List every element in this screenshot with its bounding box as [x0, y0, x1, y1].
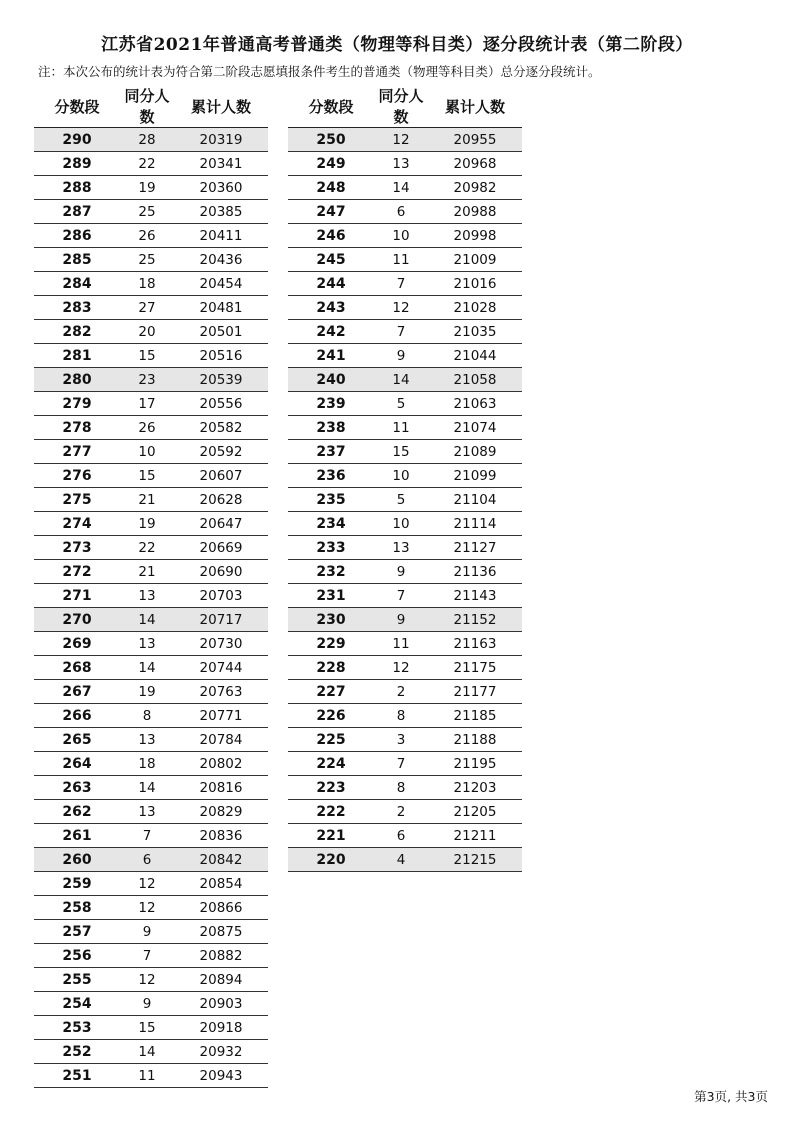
score-cell: 224	[288, 752, 374, 776]
cumulative-count-cell: 20829	[174, 800, 268, 824]
table-row	[288, 560, 522, 584]
score-cell: 221	[288, 824, 374, 848]
table-row	[34, 320, 268, 344]
same-score-count-cell: 19	[120, 680, 174, 704]
same-score-count-cell: 9	[374, 344, 428, 368]
same-score-count-cell: 15	[120, 1016, 174, 1040]
cumulative-count-cell: 21044	[428, 344, 522, 368]
score-cell: 264	[34, 752, 120, 776]
same-score-count-cell: 4	[374, 848, 428, 872]
score-cell: 256	[34, 944, 120, 968]
score-cell: 233	[288, 536, 374, 560]
score-cell: 273	[34, 536, 120, 560]
cumulative-count-cell: 20454	[174, 272, 268, 296]
score-cell: 235	[288, 488, 374, 512]
table-row	[288, 848, 522, 872]
score-cell: 288	[34, 176, 120, 200]
score-cell: 244	[288, 272, 374, 296]
score-cell: 250	[288, 128, 374, 152]
score-cell: 247	[288, 200, 374, 224]
cumulative-count-cell: 20894	[174, 968, 268, 992]
cumulative-count-cell: 21163	[428, 632, 522, 656]
table-row	[34, 776, 268, 800]
cumulative-count-cell: 20628	[174, 488, 268, 512]
same-score-count-cell: 13	[120, 584, 174, 608]
table-row	[288, 752, 522, 776]
same-score-count-cell: 10	[374, 512, 428, 536]
same-score-count-cell: 21	[120, 488, 174, 512]
table-row	[288, 200, 522, 224]
cumulative-count-cell: 20703	[174, 584, 268, 608]
table-row	[288, 416, 522, 440]
same-score-count-cell: 14	[120, 776, 174, 800]
score-table-right	[288, 85, 522, 872]
same-score-count-cell: 9	[374, 608, 428, 632]
same-score-count-cell: 7	[374, 584, 428, 608]
score-cell: 272	[34, 560, 120, 584]
score-cell: 246	[288, 224, 374, 248]
table-row	[34, 800, 268, 824]
cumulative-count-cell: 20516	[174, 344, 268, 368]
score-cell: 281	[34, 344, 120, 368]
table-row	[34, 704, 268, 728]
table-row	[34, 680, 268, 704]
cumulative-count-cell: 20385	[174, 200, 268, 224]
cumulative-count-cell: 20968	[428, 152, 522, 176]
cumulative-count-cell: 20771	[174, 704, 268, 728]
score-cell: 245	[288, 248, 374, 272]
same-score-count-cell: 3	[374, 728, 428, 752]
score-cell: 251	[34, 1064, 120, 1088]
score-cell: 229	[288, 632, 374, 656]
cumulative-count-cell: 20690	[174, 560, 268, 584]
same-score-count-cell: 5	[374, 488, 428, 512]
score-cell: 287	[34, 200, 120, 224]
score-cell: 249	[288, 152, 374, 176]
table-row	[288, 584, 522, 608]
table-row	[34, 272, 268, 296]
score-cell: 286	[34, 224, 120, 248]
cumulative-count-cell: 20341	[174, 152, 268, 176]
table-row	[34, 392, 268, 416]
same-score-count-cell: 12	[374, 128, 428, 152]
header-same-score-count: 同分人数	[378, 87, 424, 126]
same-score-count-cell: 14	[120, 656, 174, 680]
same-score-count-cell: 11	[120, 1064, 174, 1088]
same-score-count-cell: 7	[120, 944, 174, 968]
score-cell: 284	[34, 272, 120, 296]
table-row	[34, 752, 268, 776]
cumulative-count-cell: 21104	[428, 488, 522, 512]
cumulative-count-cell: 20998	[428, 224, 522, 248]
table-row	[34, 656, 268, 680]
table-row	[34, 152, 268, 176]
same-score-count-cell: 27	[120, 296, 174, 320]
page-title: 江苏省2021年普通高考普通类（物理等科目类）逐分段统计表（第二阶段）	[101, 35, 693, 55]
table-row	[34, 512, 268, 536]
score-cell: 289	[34, 152, 120, 176]
score-cell: 263	[34, 776, 120, 800]
table-row	[288, 344, 522, 368]
same-score-count-cell: 14	[374, 368, 428, 392]
cumulative-count-cell: 20436	[174, 248, 268, 272]
score-cell: 227	[288, 680, 374, 704]
score-cell: 238	[288, 416, 374, 440]
score-cell: 261	[34, 824, 120, 848]
cumulative-count-cell: 21195	[428, 752, 522, 776]
score-cell: 283	[34, 296, 120, 320]
score-cell: 239	[288, 392, 374, 416]
table-row	[288, 776, 522, 800]
same-score-count-cell: 5	[374, 392, 428, 416]
header-score-range: 分数段	[54, 97, 100, 116]
same-score-count-cell: 11	[374, 416, 428, 440]
table-row	[34, 560, 268, 584]
score-cell: 266	[34, 704, 120, 728]
cumulative-count-cell: 20836	[174, 824, 268, 848]
same-score-count-cell: 7	[374, 752, 428, 776]
cumulative-count-cell: 20988	[428, 200, 522, 224]
table-note: 注：本次公布的统计表为符合第二阶段志愿填报条件考生的普通类（物理等科目类）总分逐分段统计。	[38, 64, 601, 79]
same-score-count-cell: 12	[374, 296, 428, 320]
same-score-count-cell: 21	[120, 560, 174, 584]
cumulative-count-cell: 20669	[174, 536, 268, 560]
same-score-count-cell: 15	[374, 440, 428, 464]
cumulative-count-cell: 20501	[174, 320, 268, 344]
cumulative-count-cell: 21035	[428, 320, 522, 344]
cumulative-count-cell: 21185	[428, 704, 522, 728]
cumulative-count-cell: 21114	[428, 512, 522, 536]
same-score-count-cell: 8	[120, 704, 174, 728]
same-score-count-cell: 12	[120, 896, 174, 920]
cumulative-count-cell: 21205	[428, 800, 522, 824]
score-cell: 225	[288, 728, 374, 752]
same-score-count-cell: 20	[120, 320, 174, 344]
header-cumulative-count: 累计人数	[190, 97, 251, 116]
cumulative-count-cell: 21177	[428, 680, 522, 704]
same-score-count-cell: 17	[120, 392, 174, 416]
score-cell: 234	[288, 512, 374, 536]
cumulative-count-cell: 20842	[174, 848, 268, 872]
score-cell: 285	[34, 248, 120, 272]
same-score-count-cell: 10	[374, 224, 428, 248]
table-row	[288, 464, 522, 488]
score-cell: 265	[34, 728, 120, 752]
cumulative-count-cell: 21063	[428, 392, 522, 416]
table-header-row	[34, 85, 268, 128]
cumulative-count-cell: 21016	[428, 272, 522, 296]
same-score-count-cell: 19	[120, 176, 174, 200]
same-score-count-cell: 9	[374, 560, 428, 584]
same-score-count-cell: 11	[374, 632, 428, 656]
same-score-count-cell: 26	[120, 416, 174, 440]
same-score-count-cell: 7	[374, 320, 428, 344]
table-row	[34, 632, 268, 656]
same-score-count-cell: 10	[374, 464, 428, 488]
cumulative-count-cell: 20982	[428, 176, 522, 200]
table-row	[34, 440, 268, 464]
same-score-count-cell: 12	[120, 968, 174, 992]
score-cell: 277	[34, 440, 120, 464]
score-cell: 255	[34, 968, 120, 992]
score-cell: 257	[34, 920, 120, 944]
table-row	[288, 800, 522, 824]
table-row	[34, 296, 268, 320]
cumulative-count-cell: 20784	[174, 728, 268, 752]
cumulative-count-cell: 21188	[428, 728, 522, 752]
score-cell: 267	[34, 680, 120, 704]
table-row	[288, 512, 522, 536]
table-row	[34, 488, 268, 512]
score-cell: 222	[288, 800, 374, 824]
table-row	[288, 536, 522, 560]
same-score-count-cell: 9	[120, 992, 174, 1016]
cumulative-count-cell: 21009	[428, 248, 522, 272]
cumulative-count-cell: 20592	[174, 440, 268, 464]
same-score-count-cell: 23	[120, 368, 174, 392]
table-row	[34, 344, 268, 368]
table-row	[34, 920, 268, 944]
score-cell: 275	[34, 488, 120, 512]
table-row	[288, 680, 522, 704]
score-cell: 262	[34, 800, 120, 824]
table-row	[34, 848, 268, 872]
table-row	[34, 968, 268, 992]
table-row	[34, 536, 268, 560]
cumulative-count-cell: 21099	[428, 464, 522, 488]
header-same-score-count: 同分人数	[124, 87, 170, 126]
score-table-left	[34, 85, 268, 1088]
same-score-count-cell: 2	[374, 680, 428, 704]
cumulative-count-cell: 20411	[174, 224, 268, 248]
table-row	[288, 824, 522, 848]
same-score-count-cell: 6	[120, 848, 174, 872]
same-score-count-cell: 22	[120, 536, 174, 560]
cumulative-count-cell: 21074	[428, 416, 522, 440]
cumulative-count-cell: 21058	[428, 368, 522, 392]
same-score-count-cell: 14	[374, 176, 428, 200]
table-row	[288, 272, 522, 296]
same-score-count-cell: 18	[120, 752, 174, 776]
table-row	[288, 440, 522, 464]
same-score-count-cell: 14	[120, 1040, 174, 1064]
table-row	[34, 200, 268, 224]
same-score-count-cell: 13	[120, 800, 174, 824]
table-header-row	[288, 85, 522, 128]
score-cell: 270	[34, 608, 120, 632]
same-score-count-cell: 6	[374, 824, 428, 848]
table-row	[288, 704, 522, 728]
score-cell: 259	[34, 872, 120, 896]
score-cell: 232	[288, 560, 374, 584]
table-row	[34, 992, 268, 1016]
same-score-count-cell: 10	[120, 440, 174, 464]
cumulative-count-cell: 21028	[428, 296, 522, 320]
table-row	[34, 368, 268, 392]
cumulative-count-cell: 20918	[174, 1016, 268, 1040]
cumulative-count-cell: 20607	[174, 464, 268, 488]
score-cell: 236	[288, 464, 374, 488]
table-row	[34, 464, 268, 488]
table-row	[288, 608, 522, 632]
score-cell: 269	[34, 632, 120, 656]
score-cell: 231	[288, 584, 374, 608]
cumulative-count-cell: 20763	[174, 680, 268, 704]
cumulative-count-cell: 21143	[428, 584, 522, 608]
table-row	[288, 488, 522, 512]
score-cell: 248	[288, 176, 374, 200]
same-score-count-cell: 9	[120, 920, 174, 944]
table-row	[34, 896, 268, 920]
same-score-count-cell: 7	[120, 824, 174, 848]
table-row	[288, 224, 522, 248]
score-cell: 223	[288, 776, 374, 800]
score-cell: 271	[34, 584, 120, 608]
cumulative-count-cell: 20556	[174, 392, 268, 416]
score-cell: 228	[288, 656, 374, 680]
same-score-count-cell: 6	[374, 200, 428, 224]
score-cell: 258	[34, 896, 120, 920]
cumulative-count-cell: 20717	[174, 608, 268, 632]
score-cell: 274	[34, 512, 120, 536]
score-cell: 230	[288, 608, 374, 632]
table-row	[34, 248, 268, 272]
cumulative-count-cell: 21136	[428, 560, 522, 584]
cumulative-count-cell: 21203	[428, 776, 522, 800]
score-cell: 278	[34, 416, 120, 440]
score-cell: 242	[288, 320, 374, 344]
same-score-count-cell: 25	[120, 200, 174, 224]
same-score-count-cell: 8	[374, 704, 428, 728]
cumulative-count-cell: 20854	[174, 872, 268, 896]
score-cell: 280	[34, 368, 120, 392]
same-score-count-cell: 25	[120, 248, 174, 272]
table-row	[34, 1064, 268, 1088]
same-score-count-cell: 13	[120, 728, 174, 752]
same-score-count-cell: 28	[120, 128, 174, 152]
score-cell: 268	[34, 656, 120, 680]
table-row	[288, 320, 522, 344]
score-cell: 279	[34, 392, 120, 416]
score-cell: 252	[34, 1040, 120, 1064]
cumulative-count-cell: 21127	[428, 536, 522, 560]
same-score-count-cell: 11	[374, 248, 428, 272]
score-cell: 276	[34, 464, 120, 488]
table-row	[288, 392, 522, 416]
cumulative-count-cell: 21152	[428, 608, 522, 632]
score-cell: 253	[34, 1016, 120, 1040]
cumulative-count-cell: 20943	[174, 1064, 268, 1088]
same-score-count-cell: 2	[374, 800, 428, 824]
same-score-count-cell: 14	[120, 608, 174, 632]
table-row	[34, 584, 268, 608]
table-row	[34, 224, 268, 248]
same-score-count-cell: 12	[374, 656, 428, 680]
table-row	[288, 368, 522, 392]
cumulative-count-cell: 20319	[174, 128, 268, 152]
cumulative-count-cell: 20866	[174, 896, 268, 920]
cumulative-count-cell: 21175	[428, 656, 522, 680]
cumulative-count-cell: 20360	[174, 176, 268, 200]
table-row	[34, 944, 268, 968]
score-cell: 254	[34, 992, 120, 1016]
score-cell: 240	[288, 368, 374, 392]
cumulative-count-cell: 20539	[174, 368, 268, 392]
cumulative-count-cell: 21089	[428, 440, 522, 464]
table-row	[288, 248, 522, 272]
score-cell: 260	[34, 848, 120, 872]
cumulative-count-cell: 20903	[174, 992, 268, 1016]
table-row	[288, 128, 522, 152]
same-score-count-cell: 22	[120, 152, 174, 176]
table-row	[34, 1016, 268, 1040]
same-score-count-cell: 13	[374, 536, 428, 560]
same-score-count-cell: 13	[374, 152, 428, 176]
table-row	[34, 608, 268, 632]
cumulative-count-cell: 20875	[174, 920, 268, 944]
same-score-count-cell: 19	[120, 512, 174, 536]
table-row	[34, 416, 268, 440]
same-score-count-cell: 12	[120, 872, 174, 896]
cumulative-count-cell: 20582	[174, 416, 268, 440]
same-score-count-cell: 8	[374, 776, 428, 800]
cumulative-count-cell: 21215	[428, 848, 522, 872]
score-cell: 282	[34, 320, 120, 344]
same-score-count-cell: 15	[120, 464, 174, 488]
cumulative-count-cell: 20730	[174, 632, 268, 656]
score-cell: 237	[288, 440, 374, 464]
cumulative-count-cell: 20932	[174, 1040, 268, 1064]
score-cell: 243	[288, 296, 374, 320]
same-score-count-cell: 26	[120, 224, 174, 248]
table-row	[34, 176, 268, 200]
cumulative-count-cell: 20955	[428, 128, 522, 152]
cumulative-count-cell: 20816	[174, 776, 268, 800]
score-cell: 220	[288, 848, 374, 872]
same-score-count-cell: 15	[120, 344, 174, 368]
same-score-count-cell: 13	[120, 632, 174, 656]
table-row	[288, 632, 522, 656]
cumulative-count-cell: 20882	[174, 944, 268, 968]
table-row	[34, 824, 268, 848]
header-cumulative-count: 累计人数	[444, 97, 505, 116]
page-number: 第3页, 共3页	[694, 1089, 768, 1104]
score-cell: 241	[288, 344, 374, 368]
table-row	[288, 728, 522, 752]
table-row	[34, 872, 268, 896]
cumulative-count-cell: 20647	[174, 512, 268, 536]
table-row	[34, 1040, 268, 1064]
cumulative-count-cell: 20744	[174, 656, 268, 680]
table-row	[288, 656, 522, 680]
score-cell: 226	[288, 704, 374, 728]
table-row	[288, 296, 522, 320]
same-score-count-cell: 18	[120, 272, 174, 296]
table-row	[288, 152, 522, 176]
same-score-count-cell: 7	[374, 272, 428, 296]
table-row	[34, 128, 268, 152]
cumulative-count-cell: 20481	[174, 296, 268, 320]
table-row	[34, 728, 268, 752]
score-cell: 290	[34, 128, 120, 152]
header-score-range: 分数段	[308, 97, 354, 116]
cumulative-count-cell: 21211	[428, 824, 522, 848]
table-row	[288, 176, 522, 200]
cumulative-count-cell: 20802	[174, 752, 268, 776]
